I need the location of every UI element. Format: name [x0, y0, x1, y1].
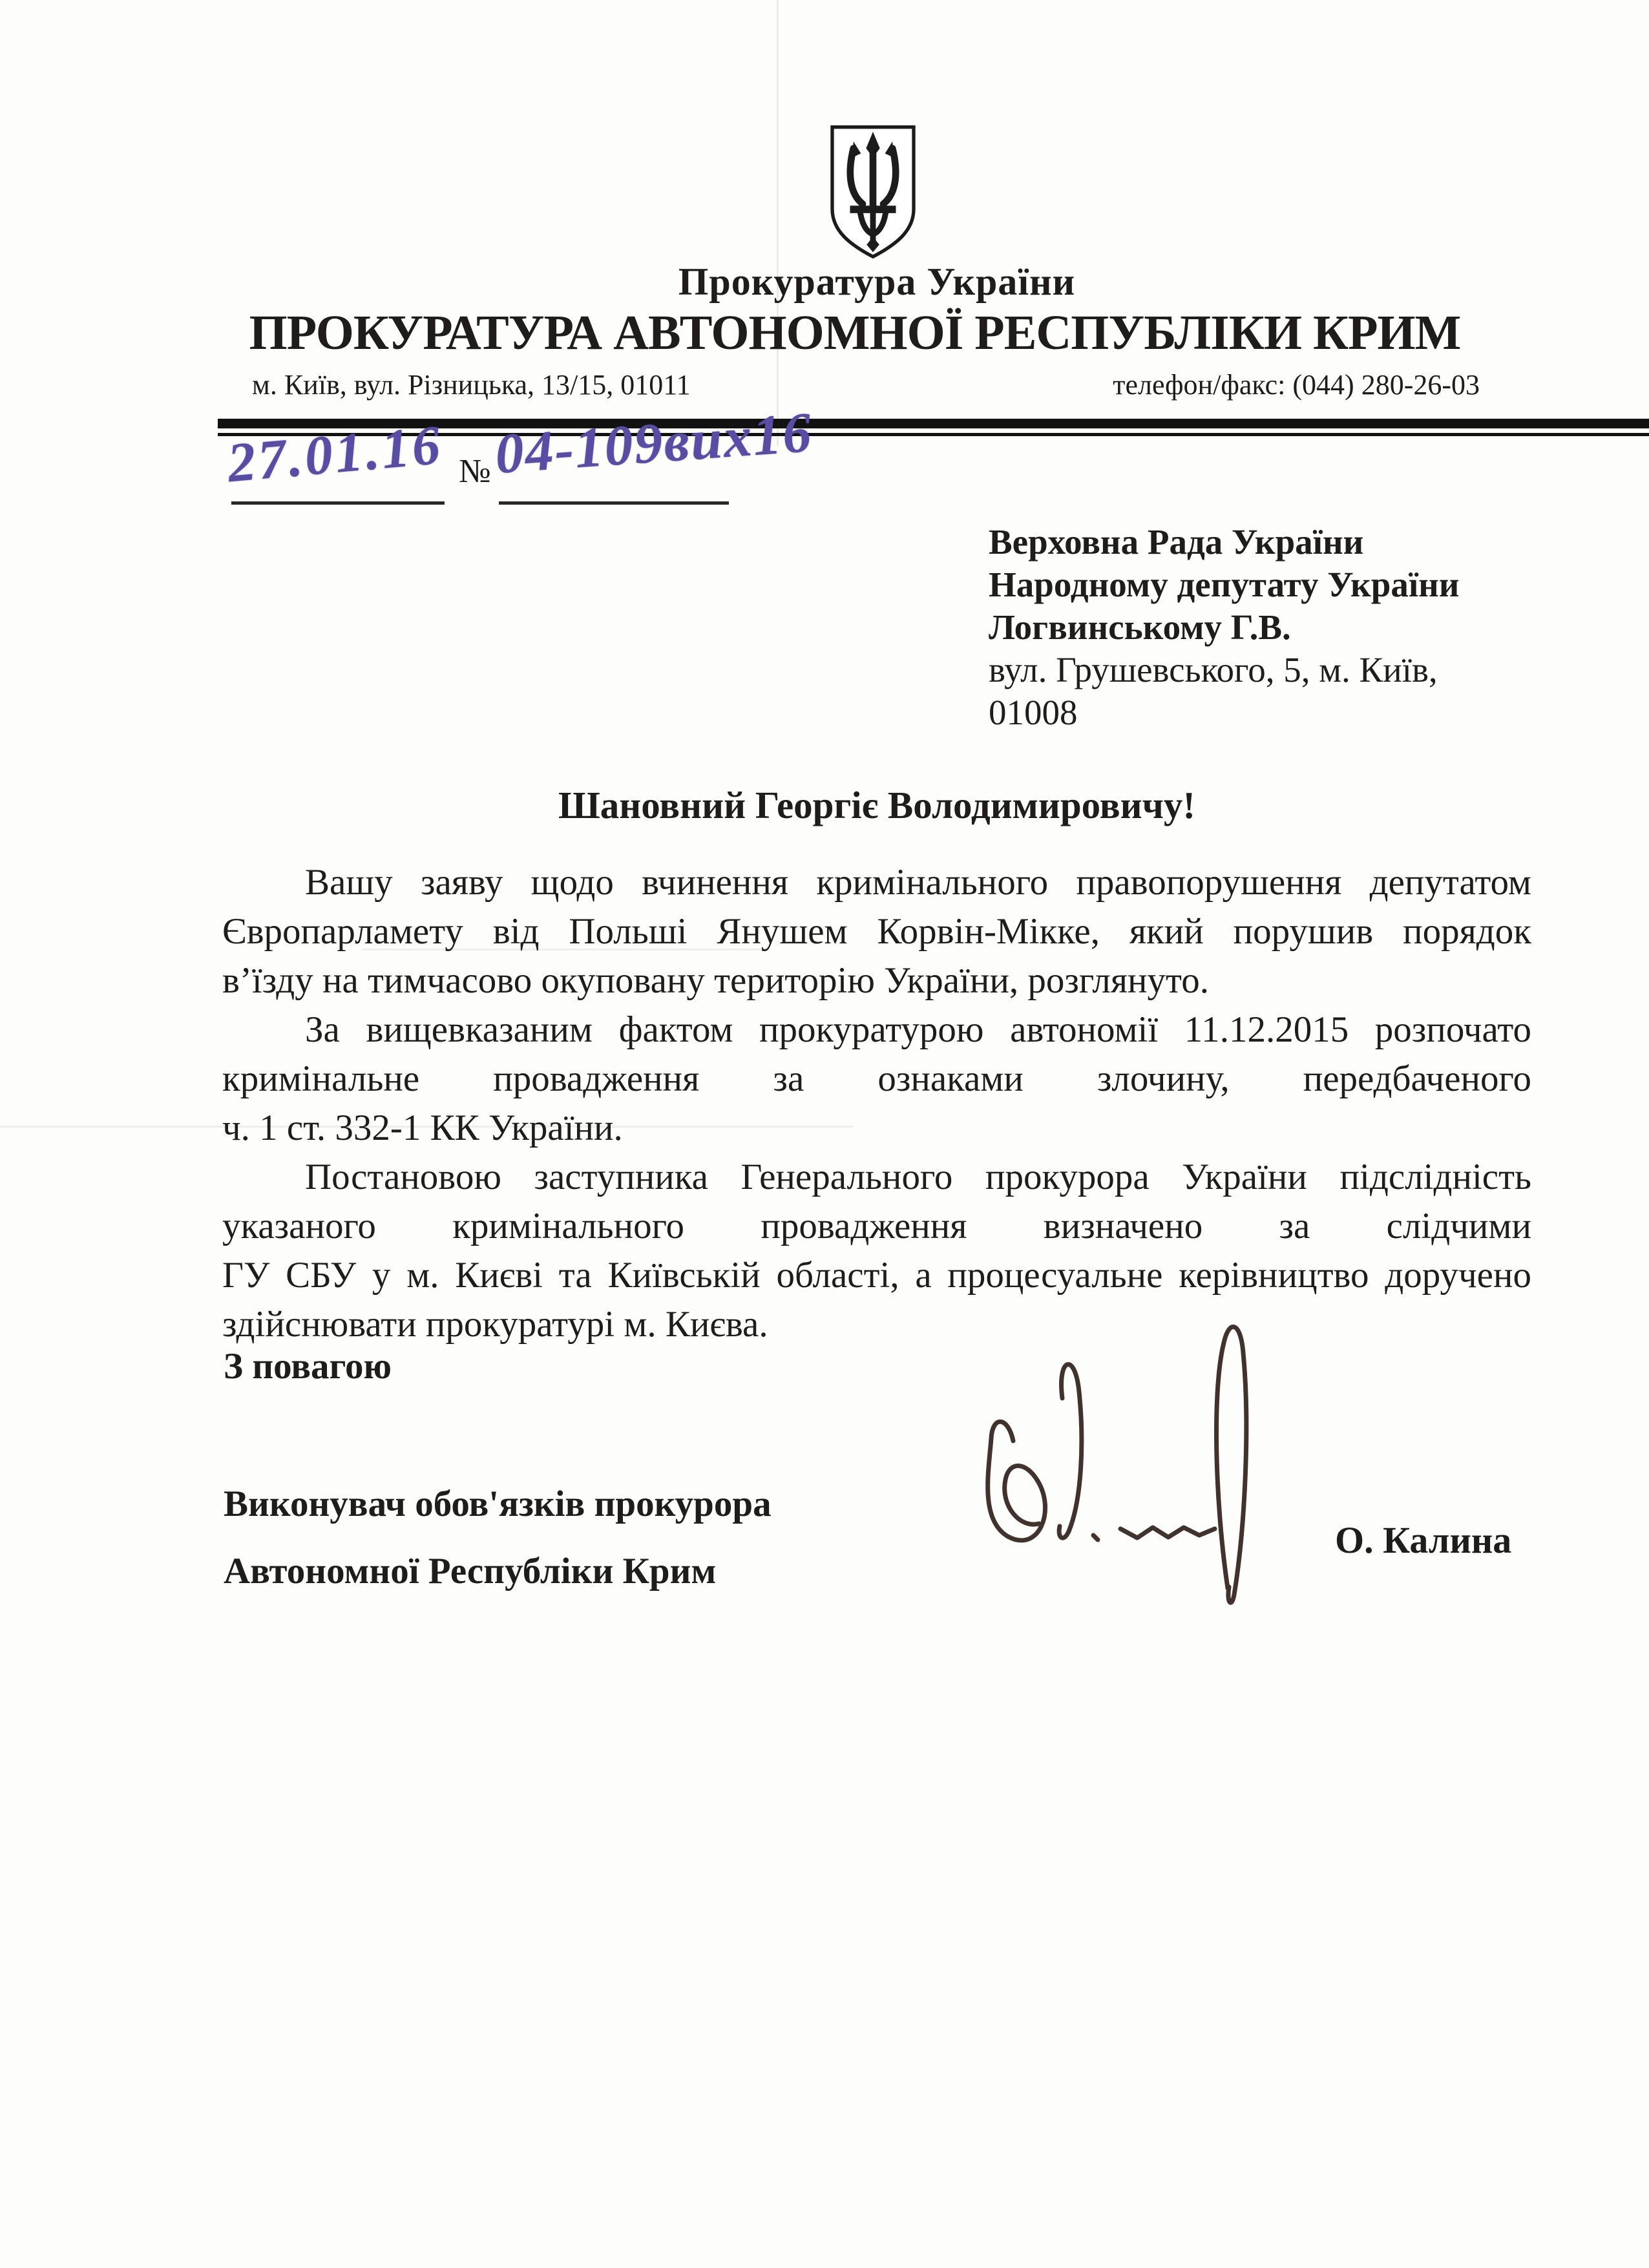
org-name-large: ПРОКУРАТУРА АВТОНОМНОЇ РЕСПУБЛІКИ КРИМ: [249, 306, 1461, 360]
recipient-name: Логвинському Г.В.: [989, 607, 1291, 647]
date-underline: [231, 501, 445, 505]
ukraine-trident-emblem-icon: [827, 121, 919, 262]
signer-title-line: Автономної Республіки Крим: [224, 1551, 717, 1591]
recipient-street-address: вул. Грушевського, 5, м. Київ,: [989, 650, 1438, 689]
org-name-small: Прокуратура України: [678, 260, 1076, 303]
org-postal-address: м. Київ, вул. Різницька, 13/15, 01011: [252, 369, 691, 401]
body-line: Постановою заступника Генерального прокурора України підслідність: [305, 1157, 1531, 1197]
salutation: Шановний Георгіє Володимировичу!: [558, 784, 1195, 826]
body-line: указаного кримінального провадження визначено за слідчими: [222, 1206, 1531, 1246]
number-underline: [499, 501, 729, 505]
body-line: За вищевказаним фактом прокуратурою автономії 11.12.2015 розпочато: [305, 1009, 1531, 1050]
recipient-block: [989, 521, 1459, 734]
letter-body: [222, 858, 1531, 1349]
signer-title-block: [224, 1471, 772, 1605]
signer-name: О. Калина: [1335, 1519, 1512, 1561]
number-sign: №: [459, 453, 491, 490]
recipient-institution: Верховна Рада України: [989, 522, 1364, 562]
handwritten-outgoing-date: 27.01.16: [225, 413, 445, 494]
body-line: Європарламету від Польші Янушем Корвін-Мікке, який порушив порядок: [222, 911, 1531, 952]
body-line: Вашу заяву щодо вчинення кримінального правопорушення депутатом: [305, 862, 1531, 903]
org-phone-fax: телефон/факс: (044) 280-26-03: [1113, 369, 1480, 401]
closing-regards: З повагою: [224, 1346, 392, 1387]
recipient-postal-code: 01008: [989, 693, 1078, 732]
body-line: ч. 1 ст. 332-1 КК України.: [222, 1108, 623, 1148]
recipient-role: Народному депутату України: [989, 565, 1460, 604]
body-line: здійснювати прокуратурі м. Києва.: [222, 1304, 768, 1345]
signature-scribble: [936, 1307, 1582, 1623]
letterhead-address-row: [252, 368, 1480, 401]
signer-title-line: Виконувач обов'язків прокурора: [224, 1484, 772, 1524]
handwritten-outgoing-number: 04-109вих16: [493, 401, 815, 487]
body-line: ГУ СБУ у м. Києві та Київській області, а процесуальне керівництво доручено: [222, 1255, 1531, 1296]
body-line: в’їзду на тимчасово окуповану територію України, розглянуто.: [222, 960, 1209, 1001]
body-line: кримінальне провадження за ознаками злочину, передбаченого: [222, 1058, 1531, 1099]
